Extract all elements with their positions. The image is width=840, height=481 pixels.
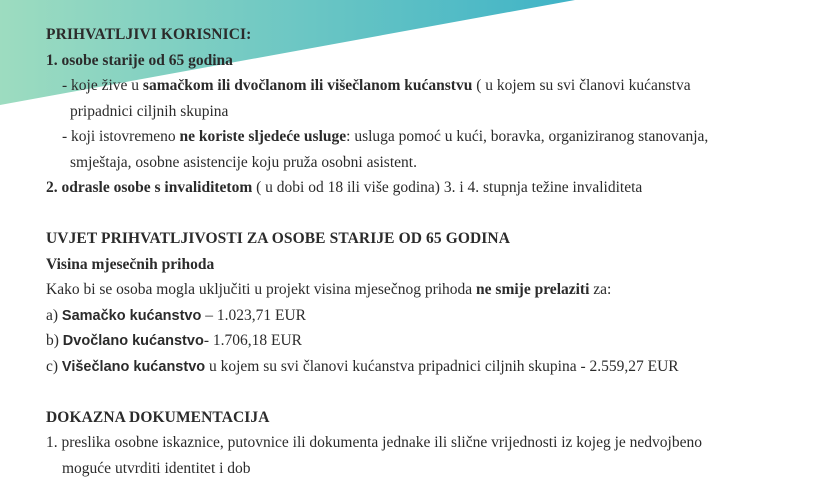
- section-heading-eligibility-condition: UVJET PRIHVATLJIVOSTI ZA OSOBE STARIJE OD 65 GODINA: [46, 226, 826, 252]
- eligible-bullet-2: [46, 124, 826, 150]
- bullet-2-text: - koji istovremeno: [62, 128, 180, 145]
- bullet-1-text: - koje žive u: [62, 77, 143, 94]
- income-item-a: [46, 303, 826, 329]
- bullet-2-text-end: : usluga pomoć u kući, boravka, organiziranog stanovanja,: [346, 128, 708, 145]
- income-item-a-value: – 1.023,71 EUR: [201, 307, 306, 324]
- income-item-c-label: Višečlano kućanstvo: [62, 359, 205, 375]
- section-heading-documentation: DOKAZNA DOKUMENTACIJA: [46, 405, 826, 431]
- income-item-b-value: - 1.706,18 EUR: [204, 332, 302, 349]
- eligible-bullet-1: [46, 73, 826, 99]
- spacer: [46, 201, 826, 227]
- eligible-item-2-text: ( u dobi od 18 ili više godina) 3. i 4. stupnja težine invaliditeta: [252, 179, 642, 196]
- eligible-item-2: [46, 175, 826, 201]
- income-subheading: Visina mjesečnih prihoda: [46, 252, 826, 278]
- document-page: [46, 22, 826, 481]
- income-item-b-prefix: b): [46, 332, 63, 349]
- eligible-item-1-title: 1. osobe starije od 65 godina: [46, 48, 826, 74]
- income-item-c: [46, 354, 826, 380]
- income-intro-text-end: za:: [589, 281, 611, 298]
- bullet-2-bold: ne koriste sljedeće usluge: [180, 128, 347, 145]
- spacer: [46, 379, 826, 405]
- income-item-c-value: u kojem su svi članovi kućanstva pripadnici ciljnih skupina - 2.559,27 EUR: [205, 358, 679, 375]
- documentation-item-1: 1. preslika osobne iskaznice, putovnice ili dokumenta jednake ili slične vrijednosti iz kojeg je nedvojbeno: [46, 430, 826, 456]
- section-heading-eligible-users: PRIHVATLJIVI KORISNICI:: [46, 22, 826, 48]
- income-item-b-label: Dvočlano kućanstvo: [63, 333, 204, 349]
- income-intro-text: Kako bi se osoba mogla uključiti u projekt visina mjesečnog prihoda: [46, 281, 476, 298]
- income-item-c-prefix: c): [46, 358, 62, 375]
- bullet-1-bold: samačkom ili dvočlanom ili višečlanom kućanstvu: [143, 77, 472, 94]
- income-item-a-prefix: a): [46, 307, 62, 324]
- income-intro: [46, 277, 826, 303]
- bullet-1-text-end: ( u kojem su svi članovi kućanstva: [472, 77, 690, 94]
- eligible-bullet-2-continuation: smještaja, osobne asistencije koju pruža osobni asistent.: [46, 150, 826, 176]
- income-intro-bold: ne smije prelaziti: [476, 281, 589, 298]
- income-item-b: [46, 328, 826, 354]
- documentation-item-1-continuation: moguće utvrditi identitet i dob: [46, 456, 826, 481]
- income-item-a-label: Samačko kućanstvo: [62, 308, 201, 324]
- eligible-bullet-1-continuation: pripadnici ciljnih skupina: [46, 99, 826, 125]
- eligible-item-2-title: 2. odrasle osobe s invaliditetom: [46, 179, 252, 196]
